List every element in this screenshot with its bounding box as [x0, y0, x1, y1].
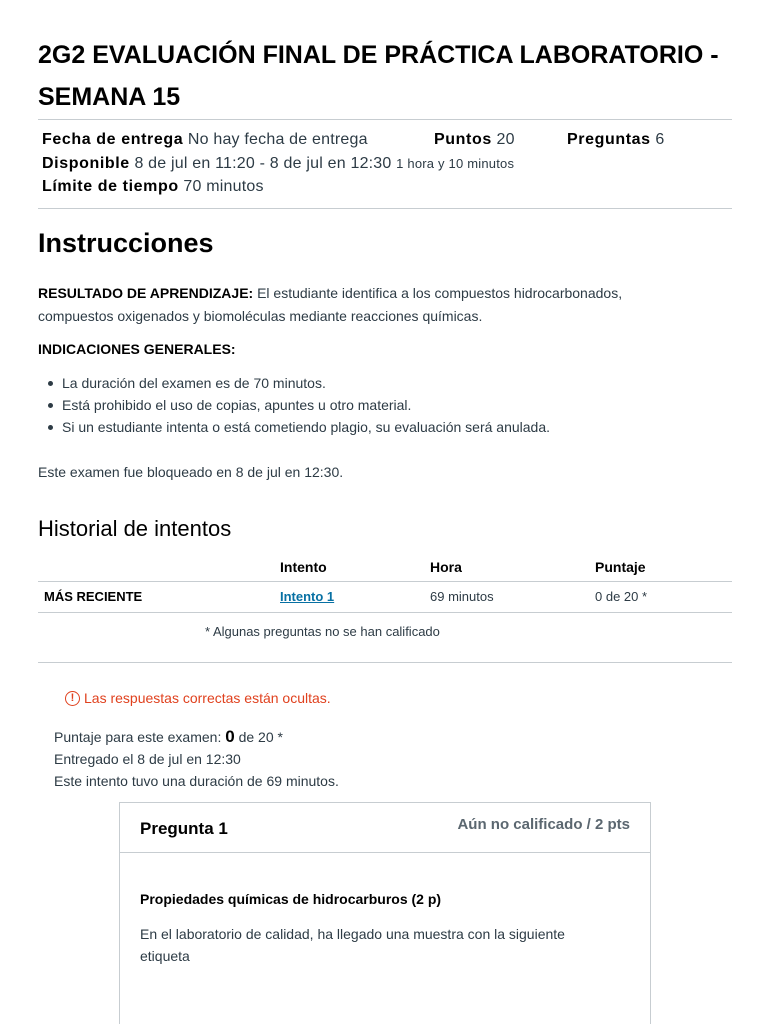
outcome-text-line2: compuestos oxigenados y biomoléculas mediante reacciones químicas. [38, 308, 483, 324]
attempt-score: 0 de 20 * [595, 589, 648, 604]
page-title: 2G2 EVALUACIÓN FINAL DE PRÁCTICA LABORATORIO - SEMANA 15 [38, 41, 719, 111]
quiz-details-row-1 [42, 131, 368, 149]
due-label: Fecha de entrega [42, 131, 184, 148]
question-card [119, 802, 651, 1024]
attempt-link[interactable]: Intento 1 [280, 589, 335, 604]
hidden-answers-alert [65, 690, 331, 706]
score-value: 0 [225, 727, 235, 746]
question-header [120, 803, 650, 853]
outcome-label: RESULTADO DE APRENDIZAJE: [38, 285, 254, 301]
locked-notice: Este examen fue bloqueado en 8 de jul en 12:30. [38, 464, 344, 480]
general-label-text: INDICACIONES GENERALES: [38, 341, 236, 357]
attempt-history-heading: Historial de intentos [38, 516, 232, 541]
list-item: Está prohibido el uso de copias, apuntes u otro material. [62, 394, 550, 416]
available-value: 8 de jul en 11:20 - 8 de jul en 12:30 [134, 155, 392, 172]
list-item: La duración del examen es de 70 minutos. [62, 372, 550, 394]
score-suffix: de 20 * [238, 729, 283, 745]
table-divider [38, 612, 732, 613]
available-detail [42, 155, 514, 173]
ungraded-footnote: * Algunas preguntas no se han calificado [205, 624, 440, 639]
question-text: En el laboratorio de calidad, ha llegado una muestra con la siguiente etiqueta [140, 926, 565, 964]
table-row [280, 589, 334, 604]
alert-text: Las respuestas correctas están ocultas. [84, 690, 331, 706]
due-value: No hay fecha de entrega [187, 131, 368, 148]
divider [38, 662, 732, 663]
score-prefix: Puntaje para este examen: [54, 729, 222, 745]
available-label: Disponible [42, 155, 130, 172]
questions-value: 6 [655, 131, 665, 148]
general-indications-label [38, 338, 738, 361]
outcome-text-line1: El estudiante identifica a los compuestos hidrocarbonados, [257, 285, 623, 301]
submitted-line: Entregado el 8 de jul en 12:30 [54, 751, 241, 767]
time-limit-label: Límite de tiempo [42, 178, 179, 195]
attempt-time: 69 minutos [430, 589, 494, 604]
questions-label: Preguntas [567, 131, 651, 148]
points-detail [434, 131, 515, 149]
question-title: Pregunta 1 [140, 819, 228, 838]
available-duration: 1 hora y 10 minutos [396, 156, 515, 171]
learning-outcome [38, 282, 738, 328]
points-value: 20 [496, 131, 515, 148]
column-header-attempt: Intento [280, 559, 327, 575]
questions-detail [567, 131, 664, 149]
instructions-heading: Instrucciones [38, 228, 214, 258]
score-line [54, 726, 339, 748]
duration-line: Este intento tuvo una duración de 69 minutos. [54, 773, 339, 789]
column-header-time: Hora [430, 559, 462, 575]
divider [38, 119, 732, 120]
warning-icon: ! [65, 691, 80, 706]
row-label-most-recent: MÁS RECIENTE [44, 589, 143, 604]
divider [38, 208, 732, 209]
column-header-score: Puntaje [595, 559, 646, 575]
question-points: Aún no calificado / 2 pts [457, 816, 630, 833]
time-limit-detail [42, 178, 264, 196]
instruction-list [62, 372, 550, 438]
question-subtitle: Propiedades químicas de hidrocarburos (2 p) [140, 891, 442, 907]
table-divider [38, 581, 732, 582]
time-limit-value: 70 minutos [183, 178, 264, 195]
score-summary [54, 726, 339, 792]
list-item: Si un estudiante intenta o está cometiendo plagio, su evaluación será anulada. [62, 416, 550, 438]
points-label: Puntos [434, 131, 492, 148]
